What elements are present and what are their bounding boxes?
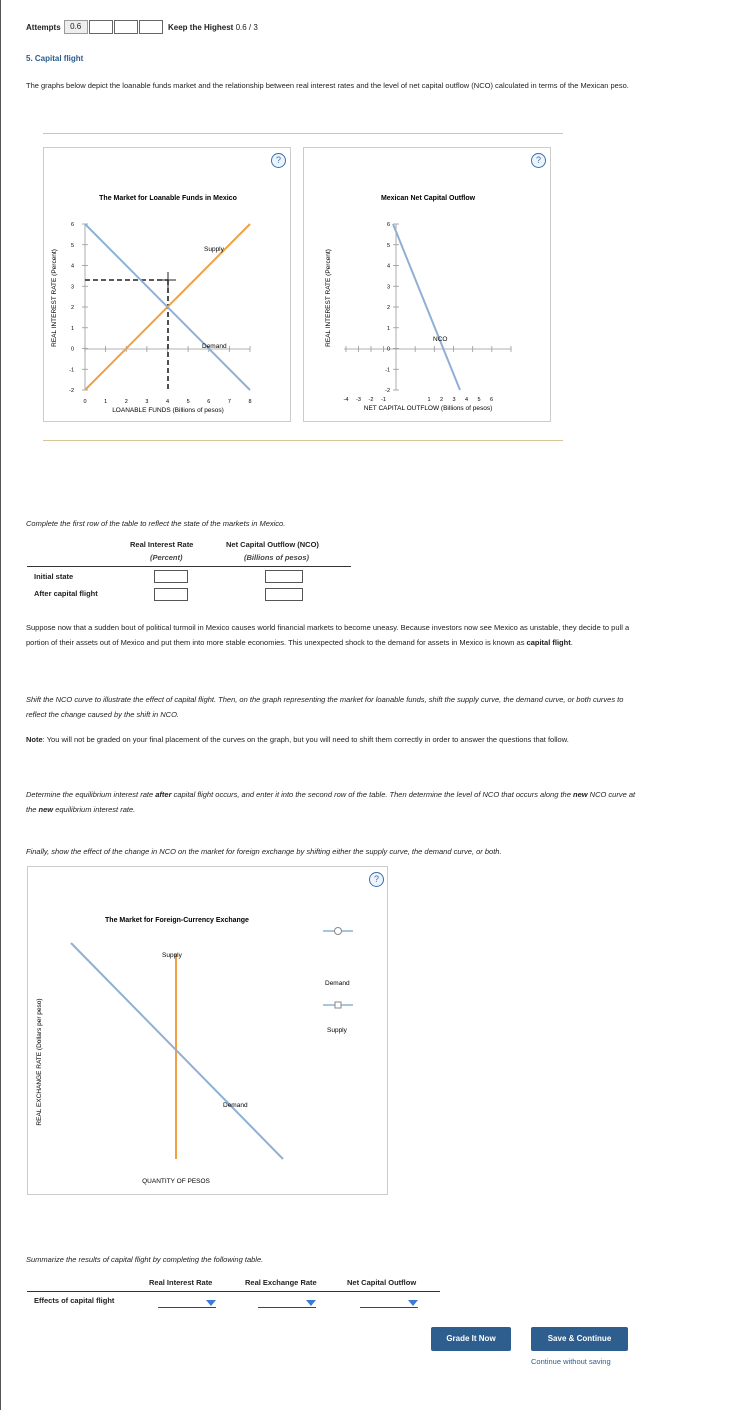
y-tick-label: 0 xyxy=(70,346,74,353)
y-tick-label: 6 xyxy=(70,222,74,228)
graph-title: Mexican Net Capital Outflow xyxy=(380,195,476,202)
y-tick-label: 5 xyxy=(70,242,74,249)
y-tick-label: 6 xyxy=(386,222,390,228)
y-axis-label: REAL INTEREST RATE (Percent) xyxy=(325,249,332,347)
shift-instruction: Shift the NCO curve to illustrate the effect of capital flight. Then, on the graph representing the market for loanable funds, shift the supply curve, the demand curve, or both curves to reflect the change caused by the shift in NCO. xyxy=(26,695,624,719)
row-label-initial: Initial state xyxy=(34,572,74,581)
table-rule xyxy=(27,1291,440,1292)
after-interest-input[interactable] xyxy=(154,588,188,601)
y-tick-label: 2 xyxy=(386,305,390,311)
keep-value: 0.6 / 3 xyxy=(235,23,258,32)
supply-curve-label: Supply xyxy=(162,952,182,959)
help-icon[interactable]: ? xyxy=(369,872,384,887)
x-tick-label: 5 xyxy=(477,397,481,403)
table2-instruction: Summarize the results of capital flight by completing the following table. xyxy=(26,1255,264,1264)
attempt-slot xyxy=(114,20,138,34)
x-tick-label: 6 xyxy=(207,399,211,405)
x-tick-label: 3 xyxy=(452,397,456,403)
after-nco-input[interactable] xyxy=(265,588,303,601)
col-header-interest: Real Interest Rate xyxy=(130,540,194,549)
y-tick-label: 0 xyxy=(386,346,390,353)
capital-flight-term: capital flight xyxy=(526,638,571,647)
instr-g: equilibrium interest rate. xyxy=(53,805,136,814)
col-header-exchange: Real Exchange Rate xyxy=(245,1278,317,1287)
x-tick-label: 5 xyxy=(186,399,190,405)
y-tick-label: -2 xyxy=(69,388,74,394)
y-tick-label: 1 xyxy=(386,325,390,332)
nco-curve-label: NCO xyxy=(433,336,448,343)
instr-c: capital flight occurs, and enter it into the second row of the table. Then determine the level of NCO that occurs along the xyxy=(171,790,573,799)
x-tick-label: 1 xyxy=(104,399,108,405)
question-title: 5. Capital flight xyxy=(26,54,84,63)
y-tick-label: -1 xyxy=(69,367,74,374)
demand-curve-label: Demand xyxy=(202,343,227,350)
nco-curve xyxy=(393,224,460,390)
x-tick-label: 8 xyxy=(248,399,252,405)
y-tick-label: 5 xyxy=(386,242,390,249)
x-tick-label: 4 xyxy=(464,397,469,403)
supply-curve-label: Supply xyxy=(204,246,224,253)
x-tick-label: 0 xyxy=(83,399,87,405)
col-subheader-percent: (Percent) xyxy=(150,553,183,562)
y-tick-label: 1 xyxy=(70,325,74,332)
instr-a: Determine the equilibrium interest rate xyxy=(26,790,156,799)
forex-instruction: Finally, show the effect of the change in NCO on the market for foreign exchange by shifting either the supply curve, the demand curve, or both. xyxy=(26,847,502,856)
keep-label: Keep the Highest xyxy=(168,23,234,32)
legend-supply-label: Supply xyxy=(327,1027,347,1034)
col-header-interest: Real Interest Rate xyxy=(149,1278,213,1287)
y-tick-label: -2 xyxy=(385,388,390,394)
x-tick-label: 3 xyxy=(145,399,149,405)
x-tick-label: -2 xyxy=(368,397,374,403)
row-label-after: After capital flight xyxy=(34,589,98,598)
col-header-nco: Net Capital Outflow xyxy=(347,1278,417,1287)
note-paragraph xyxy=(26,732,641,747)
chevron-down-icon xyxy=(408,1300,418,1306)
exchange-rate-dropdown[interactable] xyxy=(258,1297,316,1308)
x-axis-label: QUANTITY OF PESOS xyxy=(142,1178,210,1185)
demand-legend-handle xyxy=(335,928,342,935)
question-intro: The graphs below depict the loanable funds market and the relationship between real interest rates and the level of net capital outflow (NCO) calculated in terms of the Mexican peso. xyxy=(26,81,629,90)
y-tick-label: 4 xyxy=(70,263,74,270)
page-left-border xyxy=(0,0,1,1410)
attempts-value: 0.6 xyxy=(64,20,88,34)
nco-graph-panel xyxy=(303,147,551,422)
x-tick-label: 1 xyxy=(427,397,431,403)
attempt-slot xyxy=(139,20,163,34)
x-tick-label: -3 xyxy=(356,397,361,403)
initial-interest-input[interactable] xyxy=(154,570,188,583)
attempts-indicator xyxy=(26,20,163,34)
x-tick-label: 7 xyxy=(227,399,231,405)
x-tick-label: 6 xyxy=(489,397,494,403)
x-tick-label: 2 xyxy=(124,399,128,405)
graph-title: The Market for Foreign-Currency Exchange xyxy=(105,917,249,924)
demand-curve-label: Demand xyxy=(223,1102,248,1109)
attempts-label: Attempts xyxy=(26,22,61,32)
x-tick-label: 2 xyxy=(439,397,444,403)
chevron-down-icon xyxy=(206,1300,216,1306)
forex-graph[interactable] xyxy=(28,867,389,1196)
paragraph-text: Suppose now that a sudden bout of political turmoil in Mexico causes world financial markets to become uneasy. Because investors now see Mexico as unstable, they decide to pull a portion of their assets out of Mexico and put them into more stable economies. This unexpected shock to the demand for assets in Mexico is known as xyxy=(26,623,630,647)
nco-dropdown[interactable] xyxy=(360,1297,418,1308)
attempt-slot xyxy=(89,20,113,34)
loanable-funds-graph-panel xyxy=(43,147,291,422)
x-tick-label: -1 xyxy=(381,397,386,403)
instr-new-2: new xyxy=(38,805,54,814)
col-subheader-billions: (Billions of pesos) xyxy=(244,553,310,562)
instr-after: after xyxy=(155,790,172,799)
x-axis-label: LOANABLE FUNDS (Billions of pesos) xyxy=(112,407,224,414)
legend-demand-label: Demand xyxy=(325,980,350,987)
graph-title: The Market for Loanable Funds in Mexico xyxy=(99,195,237,202)
grade-button[interactable]: Grade It Now xyxy=(431,1327,511,1351)
divider xyxy=(43,440,563,441)
x-axis-label: NET CAPITAL OUTFLOW (Billions of pesos) xyxy=(363,405,493,412)
paragraph-text-end: . xyxy=(570,638,573,647)
keep-highest xyxy=(168,23,258,32)
y-tick-label: -1 xyxy=(385,367,390,374)
initial-nco-input[interactable] xyxy=(265,570,303,583)
y-axis-label: REAL INTEREST RATE (Percent) xyxy=(51,249,58,347)
y-tick-label: 4 xyxy=(386,263,390,270)
y-axis-label: REAL EXCHANGE RATE (Dollars per peso) xyxy=(36,998,43,1126)
continue-without-saving-link[interactable]: Continue without saving xyxy=(531,1357,611,1366)
table-rule xyxy=(27,566,351,567)
divider xyxy=(43,133,563,134)
chevron-down-icon xyxy=(306,1300,316,1306)
capital-flight-paragraph xyxy=(26,620,641,650)
note-text: : You will not be graded on your final placement of the curves on the graph, but you will need to shift them correctly in order to answer the questions that follow. xyxy=(42,735,569,744)
forex-graph-panel xyxy=(27,866,388,1195)
help-icon[interactable]: ? xyxy=(271,153,286,168)
supply-legend-handle xyxy=(335,1002,341,1008)
row-label-effects: Effects of capital flight xyxy=(34,1296,115,1305)
y-tick-label: 3 xyxy=(70,284,74,291)
instr-new-1: new xyxy=(572,790,588,799)
equilibrium-instruction xyxy=(26,787,641,817)
x-tick-label: 4 xyxy=(165,399,170,405)
col-header-nco: Net Capital Outflow (NCO) xyxy=(226,540,319,549)
x-tick-label: -4 xyxy=(343,397,349,403)
save-continue-button[interactable]: Save & Continue xyxy=(531,1327,628,1351)
nco-graph[interactable] xyxy=(304,148,552,423)
y-tick-label: 2 xyxy=(70,305,74,311)
y-tick-label: 3 xyxy=(386,284,390,291)
table1-instruction: Complete the first row of the table to reflect the state of the markets in Mexico. xyxy=(26,519,286,528)
note-label: Note xyxy=(26,735,43,744)
instr-e: NCO curve at the xyxy=(26,790,636,814)
loanable-funds-graph[interactable] xyxy=(44,148,292,423)
interest-rate-dropdown[interactable] xyxy=(158,1297,216,1308)
help-icon[interactable]: ? xyxy=(531,153,546,168)
